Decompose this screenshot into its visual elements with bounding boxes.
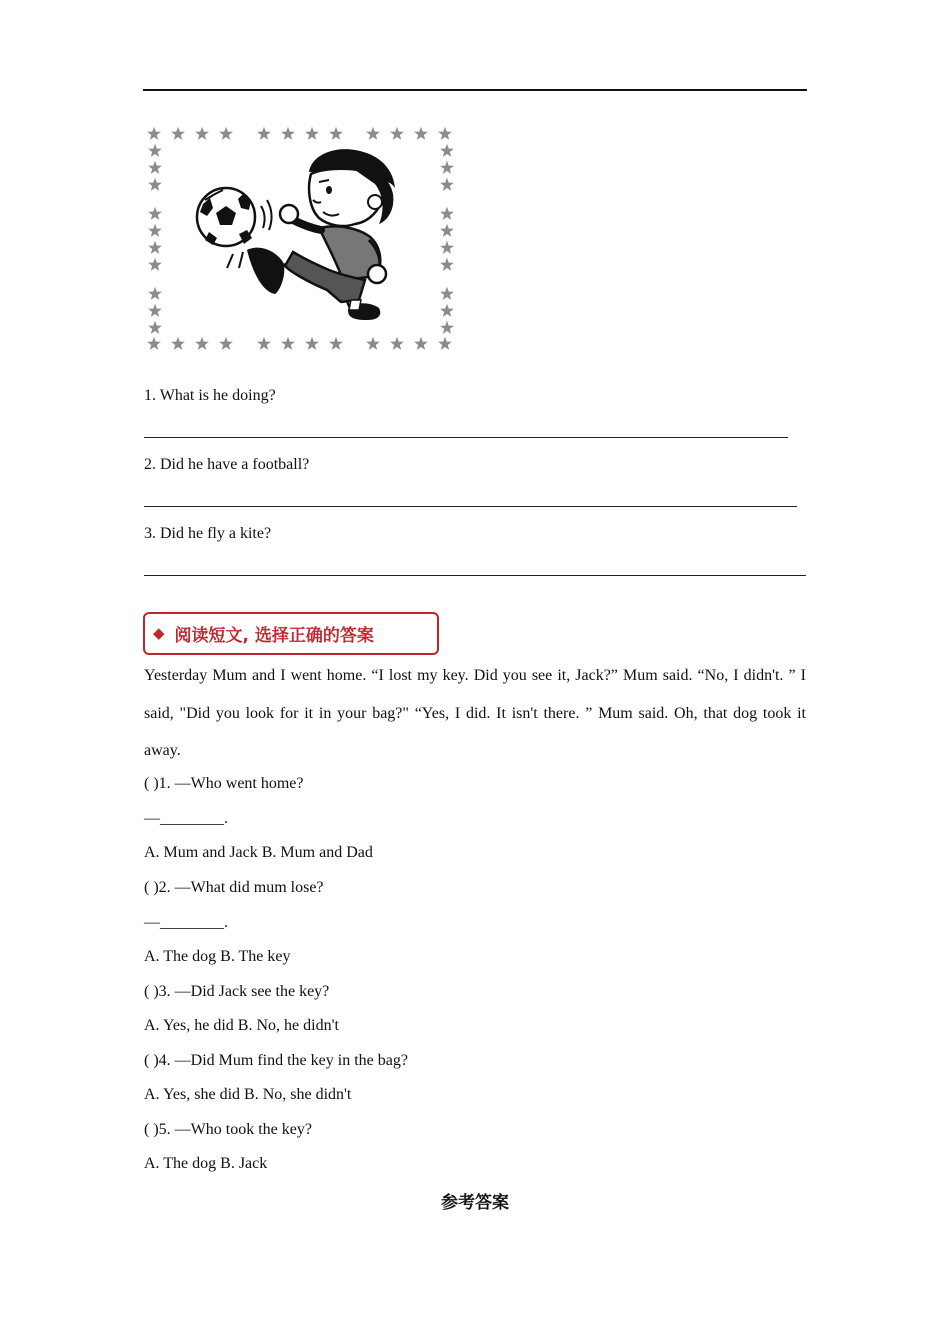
- options-3: A. Yes, he did B. No, he didn't: [144, 1017, 339, 1034]
- reading-passage: Yesterday Mum and I went home. “I lost my key. Did you see it, Jack?” Mum said. “No, I didn't. ” I said, "Did you look for it in your bag?" “Yes, I did. It isn't there. ” Mum said. Oh, that dog took it away.: [144, 667, 806, 759]
- answer-blank-1: —________.: [144, 810, 228, 827]
- star-border: [147, 127, 454, 350]
- answer-blank-2: —________.: [144, 914, 228, 931]
- boy-drawing: [247, 149, 395, 320]
- picture-question-3: 3. Did he fly a kite?: [144, 525, 272, 542]
- section-header: [143, 612, 439, 655]
- top-rule: [143, 89, 807, 91]
- options-5: A. The dog B. Jack: [144, 1155, 268, 1172]
- question-2: ( )2. —What did mum lose?: [144, 879, 324, 896]
- options-4: A. Yes, she did B. No, she didn't: [144, 1086, 352, 1103]
- question-3: ( )3. —Did Jack see the key?: [144, 983, 330, 1000]
- options-1: A. Mum and Jack B. Mum and Dad: [144, 844, 373, 861]
- question-1: ( )1. —Who went home?: [144, 775, 304, 792]
- options-2: A. The dog B. The key: [144, 948, 291, 965]
- answer-line-1[interactable]: [144, 437, 788, 438]
- boy-kicking-football-picture: [143, 124, 460, 353]
- picture-question-2: 2. Did he have a football?: [144, 456, 310, 473]
- diamond-icon: ◆: [153, 626, 165, 642]
- picture-question-1: 1. What is he doing?: [144, 387, 276, 404]
- question-4: ( )4. —Did Mum find the key in the bag?: [144, 1052, 408, 1069]
- answer-line-2[interactable]: [144, 506, 797, 507]
- question-5: ( )5. —Who took the key?: [144, 1121, 312, 1138]
- answers-heading: 参考答案: [441, 1193, 509, 1213]
- answer-line-3[interactable]: [144, 575, 806, 576]
- section-title: 阅读短文, 选择正确的答案: [174, 626, 374, 646]
